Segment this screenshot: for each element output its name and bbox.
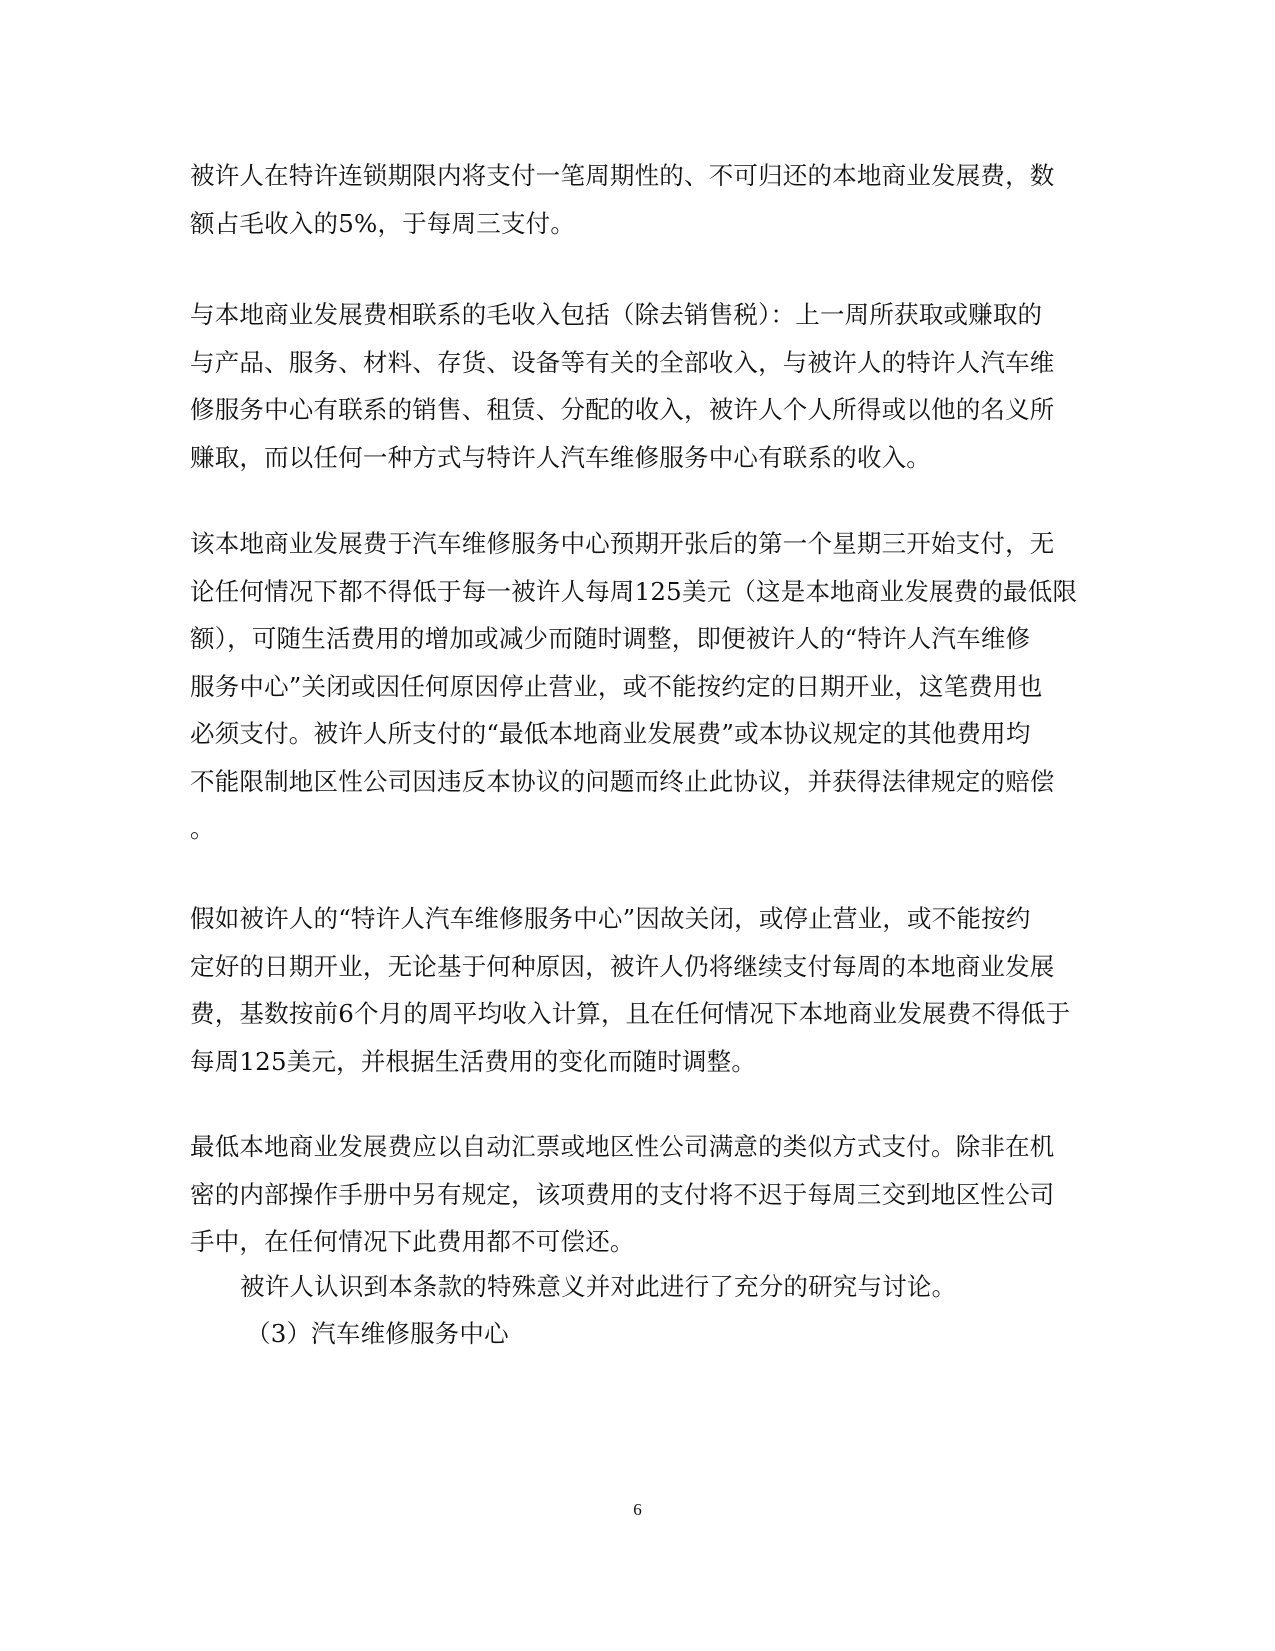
text-line: 服务中心”关闭或因任何原因停止营业，或不能按约定的日期开业，这笔费用也: [190, 671, 1043, 701]
page-number: 6: [633, 1500, 642, 1519]
text-line: 最低本地商业发展费应以自动汇票或地区性公司满意的类似方式支付。除非在机: [190, 1132, 1055, 1161]
paragraph-payment-method: [190, 1123, 1090, 1266]
text-line: 被许人在特许连锁期限内将支付一笔周期性的、不可归还的本地商业发展费，数: [190, 161, 1055, 190]
text-line: 与本地商业发展费相联系的毛收入包括（除去销售税）：上一周所获取或赚取的: [190, 300, 1043, 329]
text-line: 额），可随生活费用的增加或减少而随时调整，即便被许人的“特许人汽车维修: [190, 624, 1031, 653]
text-line: 修服务中心有联系的销售、租赁、分配的收入，被许人个人所得或以他的名义所: [190, 395, 1055, 424]
paragraph-closure: [190, 895, 1090, 1085]
text-line: 手中，在任何情况下此费用都不可偿还。: [190, 1227, 635, 1256]
text-line: 被许人认识到本条款的特殊意义并对此进行了充分的研究与讨论。: [240, 1272, 957, 1301]
text-line: 每周125美元，并根据生活费用的变化而随时调整。: [190, 1046, 757, 1076]
text-line: 定好的日期开业，无论基于何种原因，被许人仍将继续支付每周的本地商业发展: [190, 951, 1055, 981]
text-line: 费，基数按前6个月的周平均收入计算，且在任何情况下本地商业发展费不得低于: [190, 999, 1071, 1028]
paragraph-minimum-fee: [190, 520, 1090, 853]
paragraph-fee-definition: [190, 152, 1090, 247]
text-line: （3）汽车维修服务中心: [246, 1319, 509, 1348]
section-heading: [246, 1310, 1146, 1358]
text-line: 额占毛收入的5%，于每周三支付。: [190, 208, 576, 238]
text-line: 不能限制地区性公司因违反本协议的问题而终止此协议，并获得法律规定的赔偿: [190, 766, 1055, 796]
text-line: 论任何情况下都不得低于每一被许人每周125美元（这是本地商业发展费的最低限: [190, 576, 1078, 606]
text-line: 赚取，而以任何一种方式与特许人汽车维修服务中心有联系的收入。: [190, 442, 931, 472]
paragraph-gross-income: [190, 291, 1090, 481]
paragraph-acknowledgement: [240, 1263, 1140, 1311]
text-line: 假如被许人的“特许人汽车维修服务中心”因故关闭，或停止营业，或不能按约: [190, 904, 1031, 933]
text-line: 。: [190, 814, 215, 843]
text-line: 与产品、服务、材料、存货、设备等有关的全部收入，与被许人的特许人汽车维: [190, 347, 1055, 377]
text-line: 该本地商业发展费于汽车维修服务中心预期开张后的第一个星期三开始支付，无: [190, 529, 1055, 558]
text-line: 必须支付。被许人所支付的“最低本地商业发展费”或本协议规定的其他费用均: [190, 719, 1031, 748]
text-line: 密的内部操作手册中另有规定，该项费用的支付将不迟于每周三交到地区性公司: [190, 1179, 1055, 1209]
